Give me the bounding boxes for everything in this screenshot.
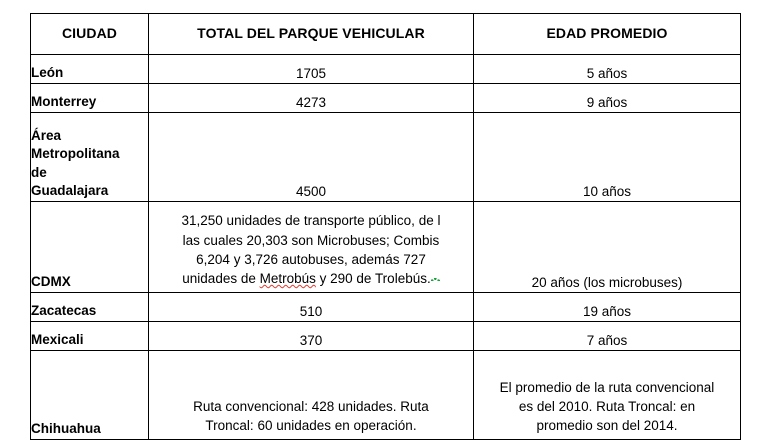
total-line-3: 6,204 y 3,726 autobuses, además 727 (196, 251, 426, 267)
cell-ciudad (31, 84, 149, 113)
cell-edad (474, 293, 741, 322)
edad-line-1: El promedio de la ruta convencional (499, 379, 715, 395)
column-header-total: TOTAL DEL PARQUE VEHICULAR (149, 14, 474, 55)
table-row (31, 84, 741, 113)
total-line-1: 31,250 unidades de transporte público, de l (181, 213, 441, 229)
edad-line-2: es del 2010. Ruta Troncal: en (518, 398, 696, 414)
cell-total (149, 84, 474, 113)
edad-value-text: 7 años (586, 332, 628, 348)
table-row (31, 322, 741, 351)
cell-total (149, 113, 474, 202)
column-header-edad: EDAD PROMEDIO (474, 14, 741, 55)
cell-edad (474, 322, 741, 351)
total-value-text: 370 (299, 332, 323, 348)
edad-value-text: 5 años (586, 65, 628, 81)
table-row (31, 293, 741, 322)
misspelled-word-metrobus: Metrobús (259, 270, 316, 286)
cell-total (149, 55, 474, 84)
edad-value-text: 19 años (582, 303, 632, 319)
table-row (31, 55, 741, 84)
edad-value-text: 20 años (los microbuses) (531, 274, 683, 290)
table-row (31, 351, 741, 440)
cell-edad (474, 351, 741, 440)
total-value-text: 510 (299, 303, 323, 319)
cell-ciudad (31, 55, 149, 84)
edad-line-3: promedio son del 2014. (536, 417, 678, 433)
edad-value-text: 10 años (582, 183, 632, 199)
city-name-text: Monterrey (31, 94, 97, 110)
grammar-check-marker-icon (431, 269, 440, 283)
city-name-text: Mexicali (31, 332, 84, 348)
total-line-4 (149, 269, 473, 288)
city-name-text: León (31, 65, 64, 81)
cell-edad (474, 113, 741, 202)
cell-total (149, 202, 474, 293)
cell-ciudad (31, 322, 149, 351)
cell-edad (474, 55, 741, 84)
cell-ciudad (31, 113, 149, 202)
city-name-text: CDMX (31, 274, 71, 290)
cell-edad (474, 84, 741, 113)
total-line-4-prefix: unidades de (182, 270, 260, 286)
cell-ciudad (31, 351, 149, 440)
cell-ciudad (31, 202, 149, 293)
cell-total (149, 351, 474, 440)
vehicle-fleet-table (30, 13, 741, 440)
total-value-text: 1705 (295, 65, 327, 81)
edad-value-text: 9 años (586, 94, 628, 110)
cell-total (149, 293, 474, 322)
table-row (31, 202, 741, 293)
total-value-text: 4500 (295, 183, 327, 199)
table-row (31, 113, 741, 202)
city-name-text: Chihuahua (31, 421, 101, 437)
column-header-ciudad: CIUDAD (31, 14, 149, 55)
total-line-4-suffix: y 290 de Trolebús. (315, 270, 431, 286)
cell-ciudad (31, 293, 149, 322)
city-name-text: Zacatecas (31, 303, 97, 319)
cell-total (149, 322, 474, 351)
total-line-2: Troncal: 60 unidades en operación. (205, 417, 417, 433)
city-name-text: Área Metropolitana de Guadalajara (31, 127, 120, 199)
cell-edad (474, 202, 741, 293)
total-value-text: 4273 (295, 94, 327, 110)
total-line-2: las cuales 20,303 son Microbuses; Combis (182, 232, 440, 248)
table-header-row (31, 14, 741, 55)
total-line-1: Ruta convencional: 428 unidades. Ruta (193, 398, 429, 414)
